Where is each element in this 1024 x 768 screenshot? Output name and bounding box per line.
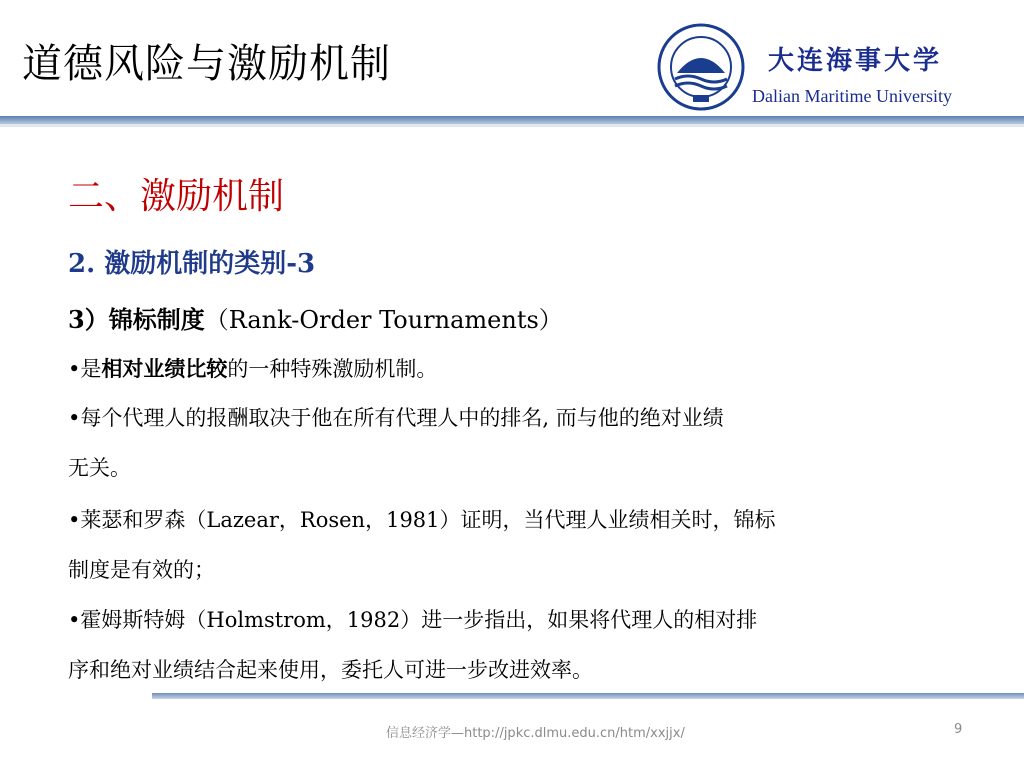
bullet-4 (68, 605, 968, 685)
bullet-1 (68, 354, 968, 384)
bullet-1-bold: 相对业绩比较 (101, 356, 228, 381)
university-name-cn: 大连海事大学 (768, 46, 943, 76)
bullet-2-line-2: 无关。 (68, 456, 131, 480)
subsection-heading: 2. 激励机制的类别-3 (68, 249, 316, 279)
bullet-1-pre: •是 (68, 357, 102, 381)
bullet-4-line-1: •霍姆斯特姆（Holmstrom，1982）进一步指出，如果将代理人的相对排 (68, 608, 758, 632)
university-name-en: Dalian Maritime University (752, 86, 952, 106)
bullet-2 (68, 403, 968, 483)
bullet-3 (68, 505, 968, 585)
bullet-2-line-1: •每个代理人的报酬取决于他在所有代理人中的排名, 而与他的绝对业绩 (68, 406, 724, 430)
item-title-en: （Rank-Order Tournaments） (204, 306, 563, 334)
bullet-4-line-2: 序和绝对业绩结合起来使用，委托人可进一步改进效率。 (68, 658, 593, 682)
bullet-1-post: 的一种特殊激励机制。 (227, 357, 438, 381)
university-logo-icon (657, 23, 745, 111)
item-heading (68, 300, 563, 335)
slide-title: 道德风险与激励机制 (22, 41, 391, 87)
header-divider-shadow (0, 124, 1024, 127)
page-number: 9 (954, 722, 963, 737)
footer-divider (152, 693, 1024, 699)
item-title-bold: 锦标制度 (108, 305, 205, 334)
footer-link[interactable]: 信息经济学—http://jpkc.dlmu.edu.cn/htm/xxjjx/ (386, 726, 685, 741)
header-divider (0, 116, 1024, 124)
item-number: 3） (68, 305, 109, 334)
section-heading: 二、激励机制 (68, 176, 285, 217)
bullet-3-line-1: •莱瑟和罗森（Lazear，Rosen，1981）证明，当代理人业绩相关时，锦标 (68, 508, 776, 532)
bullet-3-line-2: 制度是有效的； (68, 558, 215, 582)
